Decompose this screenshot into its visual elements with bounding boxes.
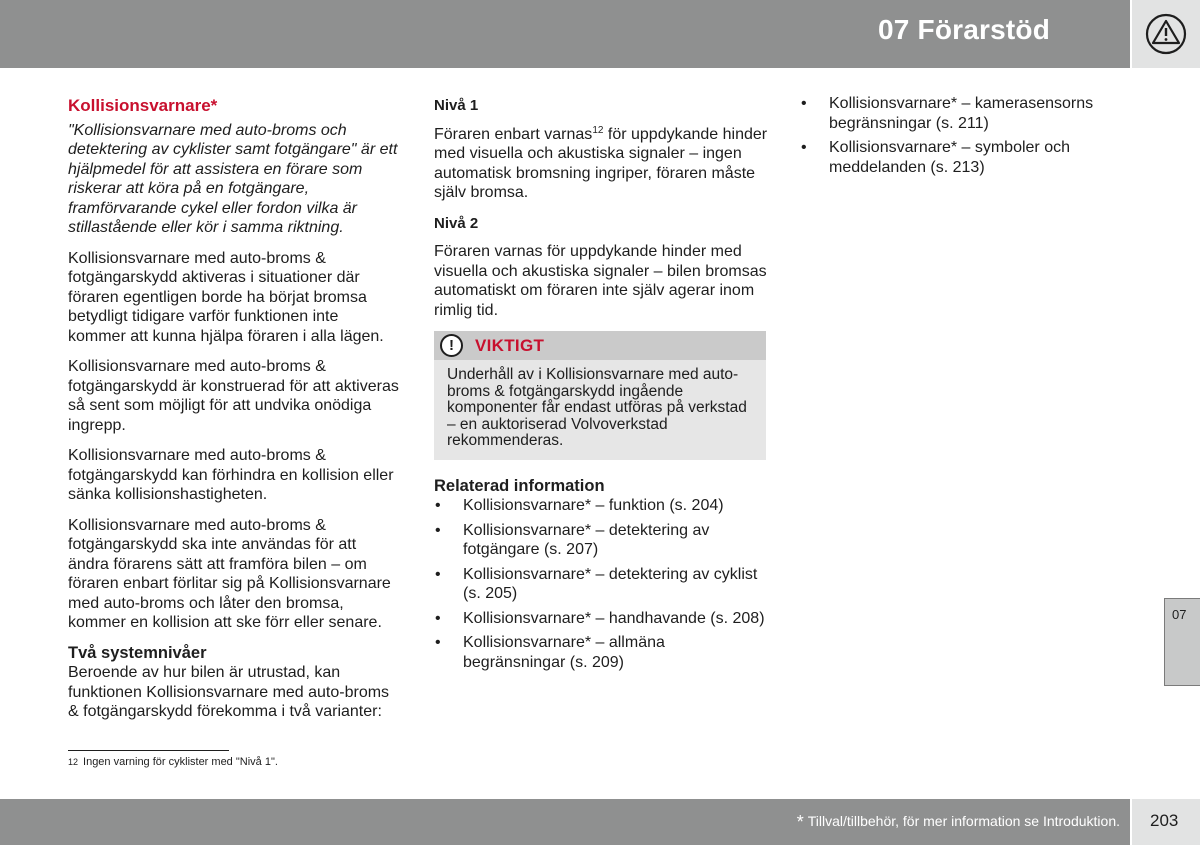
warning-header xyxy=(434,331,766,360)
related-link[interactable] xyxy=(434,633,768,672)
related-link-text[interactable]: Kollisionsvarnare* – detektering av fotgängare (s. 207) xyxy=(463,521,710,558)
related-link[interactable] xyxy=(434,609,768,629)
related-link[interactable] xyxy=(434,521,768,560)
level1-title: Nivå 1 xyxy=(434,97,479,114)
bullet: • xyxy=(435,521,441,539)
column-middle xyxy=(434,94,768,677)
footnote-ref: 12 xyxy=(592,124,604,136)
chapter-header-bar xyxy=(0,0,1130,68)
related-link-text[interactable]: Kollisionsvarnare* – handhavande (s. 208) xyxy=(463,609,765,627)
paragraph: Kollisionsvarnare med auto-broms & fotgängarskydd aktiveras i situationer där föraren egentligen borde ha börjat bromsa betydligt tidigare varför funktionen inte kommer att kunna hjälpa föraren i alla lägen. xyxy=(68,249,384,345)
chapter-side-tab[interactable] xyxy=(1164,598,1200,686)
column-right xyxy=(800,94,1120,182)
chapter-icon-box xyxy=(1132,0,1200,68)
related-info-list xyxy=(434,496,768,672)
paragraph: Kollisionsvarnare med auto-broms & fotgängarskydd ska inte användas för att ändra förarens sätt att framföra bilen – om föraren enbart förlitar sig på Kollisionsvarnare med auto-broms och låter den bromsa, kommer en kollision att ske förr eller senare. xyxy=(68,516,391,631)
related-link[interactable] xyxy=(800,94,1120,133)
bullet: • xyxy=(801,139,807,156)
related-link-text[interactable]: Kollisionsvarnare* – funktion (s. 204) xyxy=(463,497,724,514)
footnote xyxy=(68,756,278,768)
related-link[interactable] xyxy=(434,496,768,516)
bullet: • xyxy=(801,95,807,112)
level2-text: Föraren varnas för uppdykande hinder med visuella och akustiska signaler – bilen bromsas automatiskt om föraren inte själv agerar inom rimlig tid. xyxy=(434,243,767,319)
column-left xyxy=(68,94,400,722)
intro-text: "Kollisionsvarnare med auto-broms och detektering av cyklister samt fotgängare" är ett hjälpmedel för att assistera en förare som riskerar att köra på en fotgängare, framförvarande cykel eller fordon vilka är stillastående eller kör i samma riktning. xyxy=(68,121,398,236)
footer-bar xyxy=(0,799,1130,845)
warning-triangle-icon xyxy=(1144,12,1188,56)
warning-text: Underhåll av i Kollisionsvarnare med auto-broms & fotgängarskydd ingående komponenter får endast utföras på verkstad – en auktoriserad Volvoverkstad rekommenderas. xyxy=(447,366,747,449)
related-link-text[interactable]: Kollisionsvarnare* – symboler och meddelanden (s. 213) xyxy=(829,139,1070,176)
warning-box xyxy=(434,331,766,460)
level1-text-end: för uppdykande hinder med visuella och akustiska signaler – ingen automatisk bromsning ingriper, föraren måste själv bromsa. xyxy=(434,125,768,201)
footnote-number: 12 xyxy=(68,757,79,767)
paragraph: Kollisionsvarnare med auto-broms & fotgängarskydd kan förhindra en kollision eller sänka kollisionshastigheten. xyxy=(68,447,394,503)
exclamation-icon: ! xyxy=(440,334,463,357)
subsection-text: Beroende av hur bilen är utrustad, kan funktionen Kollisionsvarnare med auto-broms & fotgängarskydd förekomma i två varianter: xyxy=(68,664,390,720)
related-link[interactable] xyxy=(434,565,768,604)
bullet: • xyxy=(435,634,441,651)
level1-text-start: Föraren enbart varnas xyxy=(434,125,593,143)
page-number: 203 xyxy=(1150,811,1179,830)
footnote-text: Ingen varning för cyklister med "Nivå 1". xyxy=(83,756,278,768)
page-number-box xyxy=(1132,799,1200,845)
paragraph: Kollisionsvarnare med auto-broms & fotgängarskydd är konstruerad för att aktiveras så sent som möjligt för att undvika onödiga ingrepp. xyxy=(68,358,399,434)
chapter-title: 07 Förarstöd xyxy=(878,14,1050,45)
bullet: • xyxy=(435,565,441,583)
related-link-text[interactable]: Kollisionsvarnare* – detektering av cyklist (s. 205) xyxy=(463,565,758,602)
bullet: • xyxy=(435,609,441,627)
warning-title: VIKTIGT xyxy=(475,335,545,355)
asterisk-symbol: * xyxy=(796,812,804,832)
related-link[interactable] xyxy=(800,138,1120,177)
related-info-title: Relaterad information xyxy=(434,476,605,495)
footnote-divider xyxy=(68,750,229,751)
side-tab-label: 07 xyxy=(1172,607,1187,622)
level2-title: Nivå 2 xyxy=(434,214,479,232)
footer-note xyxy=(797,812,1120,833)
level1-text xyxy=(434,125,768,203)
section-title: Kollisionsvarnare* xyxy=(68,96,218,115)
related-info-list-continued xyxy=(800,94,1120,177)
subsection-title: Två systemnivåer xyxy=(68,643,207,662)
related-link-text[interactable]: Kollisionsvarnare* – kamerasensorns begränsningar (s. 211) xyxy=(829,95,1094,132)
related-link-text[interactable]: Kollisionsvarnare* – allmäna begränsningar (s. 209) xyxy=(463,634,665,671)
footer-note-text: Tillval/tillbehör, för mer information se Introduktion. xyxy=(807,813,1120,829)
bullet: • xyxy=(435,497,441,514)
